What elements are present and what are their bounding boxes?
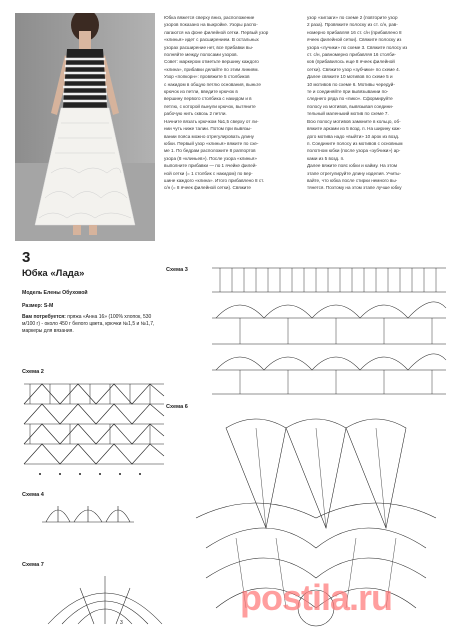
schema-2-label: Схема 2 (22, 369, 44, 375)
pattern-title: Юбка «Лада» (22, 268, 85, 279)
schema-4-label: Схема 4 (22, 492, 44, 498)
designer-credit: Модель Елены Обуховой (22, 290, 88, 296)
schema-3-diagram (210, 262, 448, 400)
schema-3-label: Схема 3 (166, 267, 188, 273)
schema-4-diagram (40, 496, 136, 526)
materials-info (22, 314, 164, 336)
instructions-column-right: узор «зигзаги» по схеме 2 (повторите узор 2 раза). Провяжите полоску из ст. с/н, рав- номерно прибавляя 16 ст. с/н (прибавлено 8 ячеек филейной сетки). Свяжите полоску из узора «лучики» по схеме 3. Свяжите полосу из ст. с/н, равномерно прибавляя 16 столби- ков (прибавилось еще 8 ячеек филейной сетки). Свяжите узор «зубчики» по схеме 4. Далее свяжите 10 мотивов по схеме 5 и 10 мотивов по схеме 6. Мотивы чередуй- те и соединяйте при вывязывании по- следнего ряда по «пико». Сформируйте полосу из мотивов, вывязывая соедини- тельный маленький мотив по схеме 7. Всю полосу мотивов замкните в кольцо, об- вяжите арками из 5 возд. п. На ширину каж- дого мотива надо «выйти» 10 арок из возд. п. Соедините полосу из мотивов с основным полотном юбки (после узора «зубчики») ар- ками из 5 возд. п. Далее вяжите пояс юбки и кайму. На этом этапе отрегулируйте длину изделия. Учиты- вайте, что юбка после стирки немного вы- тянется. Поэтому на этом этапе лучше юбку (307, 15, 408, 191)
schema-7-label: Схема 7 (22, 562, 44, 568)
materials-text: пряжа «Анна 16» (100% хлопок, 530 м/100 г) - около 450 г белого цвета, крючки №1,5 и №1,7, маркеры для вязания. (22, 314, 155, 335)
page-number: 3 (120, 620, 123, 626)
schema-7-diagram (40, 566, 170, 630)
size-info: Размер: S-M (22, 303, 54, 309)
schema-2-diagram (20, 376, 168, 484)
model-photo (15, 13, 155, 241)
materials-label: Вам потребуется: (22, 314, 66, 320)
pattern-number: 3 (22, 249, 31, 266)
schema-6-label: Схема 6 (166, 404, 188, 410)
watermark: postila.ru (240, 577, 393, 618)
instructions-column-left: Юбка вяжется сверху вниз, расположение узоров показано на выкройке. Узоры распо- лагаются на фоне филейной сетки. Первый узор «клинья» идет с расширением. В остальных узорах расширение нет, все прибавки вы- полняйте между полосами узоров. Совет: маркером отметьте вершину каждого «клина», прибавки делайте по этим линиям. Узор «попкорн»: провяжите 5 столбиков с накидом в общую петлю основания, выньте крючок из петли, введите крючок в вершину первого столбика с накидом и в петлю, с которой вынули крючок, вытяните рабочую нить сквозь 2 петли. Начните вязать крючком №1,5 сверху от ли- нии чуть ниже талии. Потом при вывязы- вании пояса можно отрегулировать длину юбки. Первый узор «клинья» вяжите по схе- ме 1. По бедрам расположите 8 раппортов узора (8 «клиньев»). После узора «клинья» выполните прибавки — по 1 ячейке филей- ной сетки (= 1 столбик с накидом) по вер- шине каждого «клина». Итого прибавлено 8 ст. с/н (= 8 ячеек филейной сетки). Свяжите (164, 15, 269, 191)
